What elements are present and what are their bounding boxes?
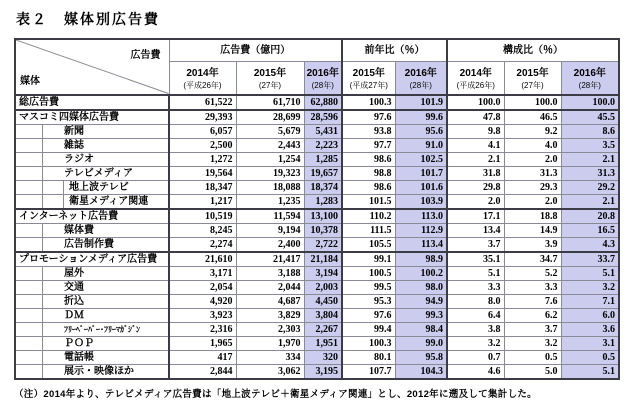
cell: 100.0 [447, 95, 504, 110]
cell: 100.0 [504, 95, 561, 110]
row-label: ﾌﾘｰﾍﾟｰﾊﾟｰ･ﾌﾘｰﾏｶﾞｼﾞﾝ [15, 322, 169, 336]
cell: 101.7 [395, 166, 447, 180]
cell: 31.8 [447, 166, 504, 180]
cell: 107.7 [342, 364, 395, 379]
table-row [15, 180, 619, 194]
media-ad-spend-table [14, 38, 620, 380]
cell: 320 [304, 350, 342, 364]
cell: 3.9 [504, 237, 561, 252]
cell: 18.8 [504, 209, 561, 224]
cell: 2.0 [504, 194, 561, 209]
cell: 21,610 [169, 252, 236, 267]
cell: 1,272 [169, 152, 236, 166]
cell: 3.2 [504, 336, 561, 350]
table-row [15, 124, 619, 138]
cell: 97.6 [342, 308, 395, 322]
row-label: 新聞 [15, 124, 169, 138]
cell: 100.0 [561, 95, 619, 110]
cell: 6,057 [169, 124, 236, 138]
table-row [15, 152, 619, 166]
cell: 46.5 [504, 110, 561, 125]
cell: 2.1 [561, 152, 619, 166]
cell: 11,594 [236, 209, 304, 224]
cell: 6.2 [504, 308, 561, 322]
cell: 101.5 [342, 194, 395, 209]
cell: 3.1 [561, 336, 619, 350]
cell: 9.2 [504, 124, 561, 138]
cell: 2.1 [447, 152, 504, 166]
row-label: 折込 [15, 294, 169, 308]
cell: 31.3 [504, 166, 561, 180]
row-label: 総広告費 [15, 95, 169, 110]
cell: 101.6 [395, 180, 447, 194]
table-row [15, 110, 619, 125]
cell: 3.2 [447, 336, 504, 350]
cell: 0.7 [447, 350, 504, 364]
cell: 5,431 [304, 124, 342, 138]
cell: 20.8 [561, 209, 619, 224]
cell: 2.0 [504, 152, 561, 166]
row-label: マスコミ四媒体広告費 [15, 110, 169, 125]
year-header: 2015年 (27年) [504, 62, 561, 95]
cell: 29.3 [504, 180, 561, 194]
cell: 19,564 [169, 166, 236, 180]
row-label: ラジオ [15, 152, 169, 166]
cell: 94.9 [395, 294, 447, 308]
cell: 5.0 [504, 364, 561, 379]
cell: 3.3 [447, 280, 504, 294]
cell: 28,596 [304, 110, 342, 125]
cell: 5.1 [561, 364, 619, 379]
cell: 97.6 [342, 110, 395, 125]
cell: 17.1 [447, 209, 504, 224]
year-header: 2016年 (28年) [395, 62, 447, 95]
cell: 113.4 [395, 237, 447, 252]
cell: 6.4 [447, 308, 504, 322]
cell: 3.8 [447, 322, 504, 336]
table-header [15, 39, 619, 95]
corner-label-media: 媒体 [20, 75, 40, 87]
cell: 7.6 [504, 294, 561, 308]
cell: 2,443 [236, 138, 304, 152]
cell: 102.5 [395, 152, 447, 166]
cell: 3,062 [236, 364, 304, 379]
page-title: 表２ 媒体別広告費 [16, 11, 160, 27]
cell: 2,316 [169, 322, 236, 336]
cell: 95.6 [395, 124, 447, 138]
cell: 16.5 [561, 223, 619, 237]
cell: 2,274 [169, 237, 236, 252]
table-row [15, 95, 619, 110]
cell: 33.7 [561, 252, 619, 267]
row-label: ＰＯＰ [15, 336, 169, 350]
cell: 1,285 [304, 152, 342, 166]
cell: 4.0 [504, 138, 561, 152]
row-label: ＤＭ [15, 308, 169, 322]
cell: 104.3 [395, 364, 447, 379]
cell: 100.3 [342, 95, 395, 110]
cell: 5.2 [504, 266, 561, 280]
cell: 2,722 [304, 237, 342, 252]
cell: 99.1 [342, 252, 395, 267]
cell: 61,522 [169, 95, 236, 110]
cell: 19,323 [236, 166, 304, 180]
cell: 1,951 [304, 336, 342, 350]
cell: 2,003 [304, 280, 342, 294]
cell: 2,844 [169, 364, 236, 379]
cell: 2.1 [561, 194, 619, 209]
cell: 3.2 [561, 280, 619, 294]
cell: 100.3 [342, 336, 395, 350]
cell: 3.7 [504, 322, 561, 336]
cell: 2,223 [304, 138, 342, 152]
row-label: 交通 [15, 280, 169, 294]
cell: 112.9 [395, 223, 447, 237]
cell: 3.7 [447, 237, 504, 252]
cell: 62,880 [304, 95, 342, 110]
row-label: インターネット広告費 [15, 209, 169, 224]
cell: 47.8 [447, 110, 504, 125]
cell: 1,965 [169, 336, 236, 350]
row-label: 広告制作費 [15, 237, 169, 252]
cell: 98.4 [395, 322, 447, 336]
cell: 61,710 [236, 95, 304, 110]
row-label: 衛星メディア関連 [15, 194, 169, 209]
table-row [15, 364, 619, 379]
table-row [15, 322, 619, 336]
cell: 8.6 [561, 124, 619, 138]
cell: 98.6 [342, 152, 395, 166]
cell: 100.5 [342, 266, 395, 280]
cell: 99.0 [395, 336, 447, 350]
cell: 91.0 [395, 138, 447, 152]
cell: 99.5 [342, 280, 395, 294]
cell: 19,657 [304, 166, 342, 180]
table-row [15, 308, 619, 322]
table-row [15, 194, 619, 209]
table-row [15, 280, 619, 294]
cell: 9.8 [447, 124, 504, 138]
cell: 2,400 [236, 237, 304, 252]
cell: 2,303 [236, 322, 304, 336]
year-header: 2014年 (平成26年) [447, 62, 504, 95]
corner-cell [15, 39, 169, 95]
cell: 3.6 [561, 322, 619, 336]
corner-label-ad-cost: 広告費 [130, 50, 161, 61]
table-row [15, 266, 619, 280]
cell: 3,829 [236, 308, 304, 322]
cell: 7.1 [561, 294, 619, 308]
cell: 2.0 [447, 194, 504, 209]
table-row [15, 166, 619, 180]
cell: 97.7 [342, 138, 395, 152]
cell: 8,245 [169, 223, 236, 237]
cell: 45.5 [561, 110, 619, 125]
cell: 100.2 [395, 266, 447, 280]
cell: 18,374 [304, 180, 342, 194]
cell: 98.8 [342, 166, 395, 180]
cell: 110.2 [342, 209, 395, 224]
cell: 334 [236, 350, 304, 364]
table-row [15, 350, 619, 364]
cell: 99.4 [342, 322, 395, 336]
cell: 3,923 [169, 308, 236, 322]
cell: 8.0 [447, 294, 504, 308]
year-header: 2015年 (平成27年) [342, 62, 395, 95]
cell: 1,283 [304, 194, 342, 209]
cell: 10,519 [169, 209, 236, 224]
table-body [15, 95, 619, 379]
cell: 29.2 [561, 180, 619, 194]
cell: 14.9 [504, 223, 561, 237]
cell: 4.1 [447, 138, 504, 152]
cell: 3,171 [169, 266, 236, 280]
cell: 35.1 [447, 252, 504, 267]
cell: 3,188 [236, 266, 304, 280]
table-row [15, 223, 619, 237]
cell: 3,195 [304, 364, 342, 379]
cell: 10,378 [304, 223, 342, 237]
cell: 4,450 [304, 294, 342, 308]
row-label: 地上波テレビ [15, 180, 169, 194]
footnote: （注）2014年より、テレビメディア広告費は「地上波テレビ＋衛星メディア関連」とし、2012年に遡及して集計した。 [14, 388, 537, 400]
row-label: 電話帳 [15, 350, 169, 364]
cell: 105.5 [342, 237, 395, 252]
cell: 3.3 [504, 280, 561, 294]
cell: 3.5 [561, 138, 619, 152]
column-group-header: 構成比（％） [447, 39, 619, 62]
column-group-header: 前年比（％） [342, 39, 447, 62]
cell: 98.0 [395, 280, 447, 294]
table-row [15, 336, 619, 350]
cell: 5.1 [561, 266, 619, 280]
year-header: 2015年 (27年) [236, 62, 304, 95]
cell: 95.8 [395, 350, 447, 364]
cell: 99.3 [395, 308, 447, 322]
cell: 2,500 [169, 138, 236, 152]
table-row [15, 138, 619, 152]
cell: 13.4 [447, 223, 504, 237]
cell: 29.8 [447, 180, 504, 194]
cell: 1,217 [169, 194, 236, 209]
cell: 4,687 [236, 294, 304, 308]
cell: 4.6 [447, 364, 504, 379]
cell: 80.1 [342, 350, 395, 364]
column-group-header: 広告費（億円） [169, 39, 342, 62]
year-header: 2016年 (28年) [304, 62, 342, 95]
cell: 21,184 [304, 252, 342, 267]
cell: 13,100 [304, 209, 342, 224]
row-label: 屋外 [15, 266, 169, 280]
cell: 98.6 [342, 180, 395, 194]
cell: 99.6 [395, 110, 447, 125]
row-label: 媒体費 [15, 223, 169, 237]
cell: 2,044 [236, 280, 304, 294]
cell: 3,804 [304, 308, 342, 322]
cell: 6.0 [561, 308, 619, 322]
cell: 95.3 [342, 294, 395, 308]
row-label: 展示・映像ほか [15, 364, 169, 379]
cell: 5,679 [236, 124, 304, 138]
table-row [15, 237, 619, 252]
cell: 2,054 [169, 280, 236, 294]
cell: 18,347 [169, 180, 236, 194]
cell: 4,920 [169, 294, 236, 308]
row-label: テレビメディア [15, 166, 169, 180]
cell: 93.8 [342, 124, 395, 138]
year-header: 2016年 (28年) [561, 62, 619, 95]
cell: 4.3 [561, 237, 619, 252]
cell: 101.9 [395, 95, 447, 110]
cell: 9,194 [236, 223, 304, 237]
year-header: 2014年 (平成26年) [169, 62, 236, 95]
table-row [15, 252, 619, 267]
cell: 1,235 [236, 194, 304, 209]
table-row [15, 209, 619, 224]
cell: 1,254 [236, 152, 304, 166]
row-label: プロモーションメディア広告費 [15, 252, 169, 267]
cell: 98.9 [395, 252, 447, 267]
cell: 1,970 [236, 336, 304, 350]
cell: 2,267 [304, 322, 342, 336]
cell: 5.1 [447, 266, 504, 280]
cell: 28,699 [236, 110, 304, 125]
cell: 18,088 [236, 180, 304, 194]
cell: 0.5 [561, 350, 619, 364]
cell: 34.7 [504, 252, 561, 267]
cell: 417 [169, 350, 236, 364]
cell: 113.0 [395, 209, 447, 224]
cell: 29,393 [169, 110, 236, 125]
table-row [15, 294, 619, 308]
cell: 31.3 [561, 166, 619, 180]
group-header-row [15, 39, 619, 62]
cell: 111.5 [342, 223, 395, 237]
cell: 0.5 [504, 350, 561, 364]
cell: 21,417 [236, 252, 304, 267]
row-label: 雑誌 [15, 138, 169, 152]
cell: 103.9 [395, 194, 447, 209]
cell: 3,194 [304, 266, 342, 280]
